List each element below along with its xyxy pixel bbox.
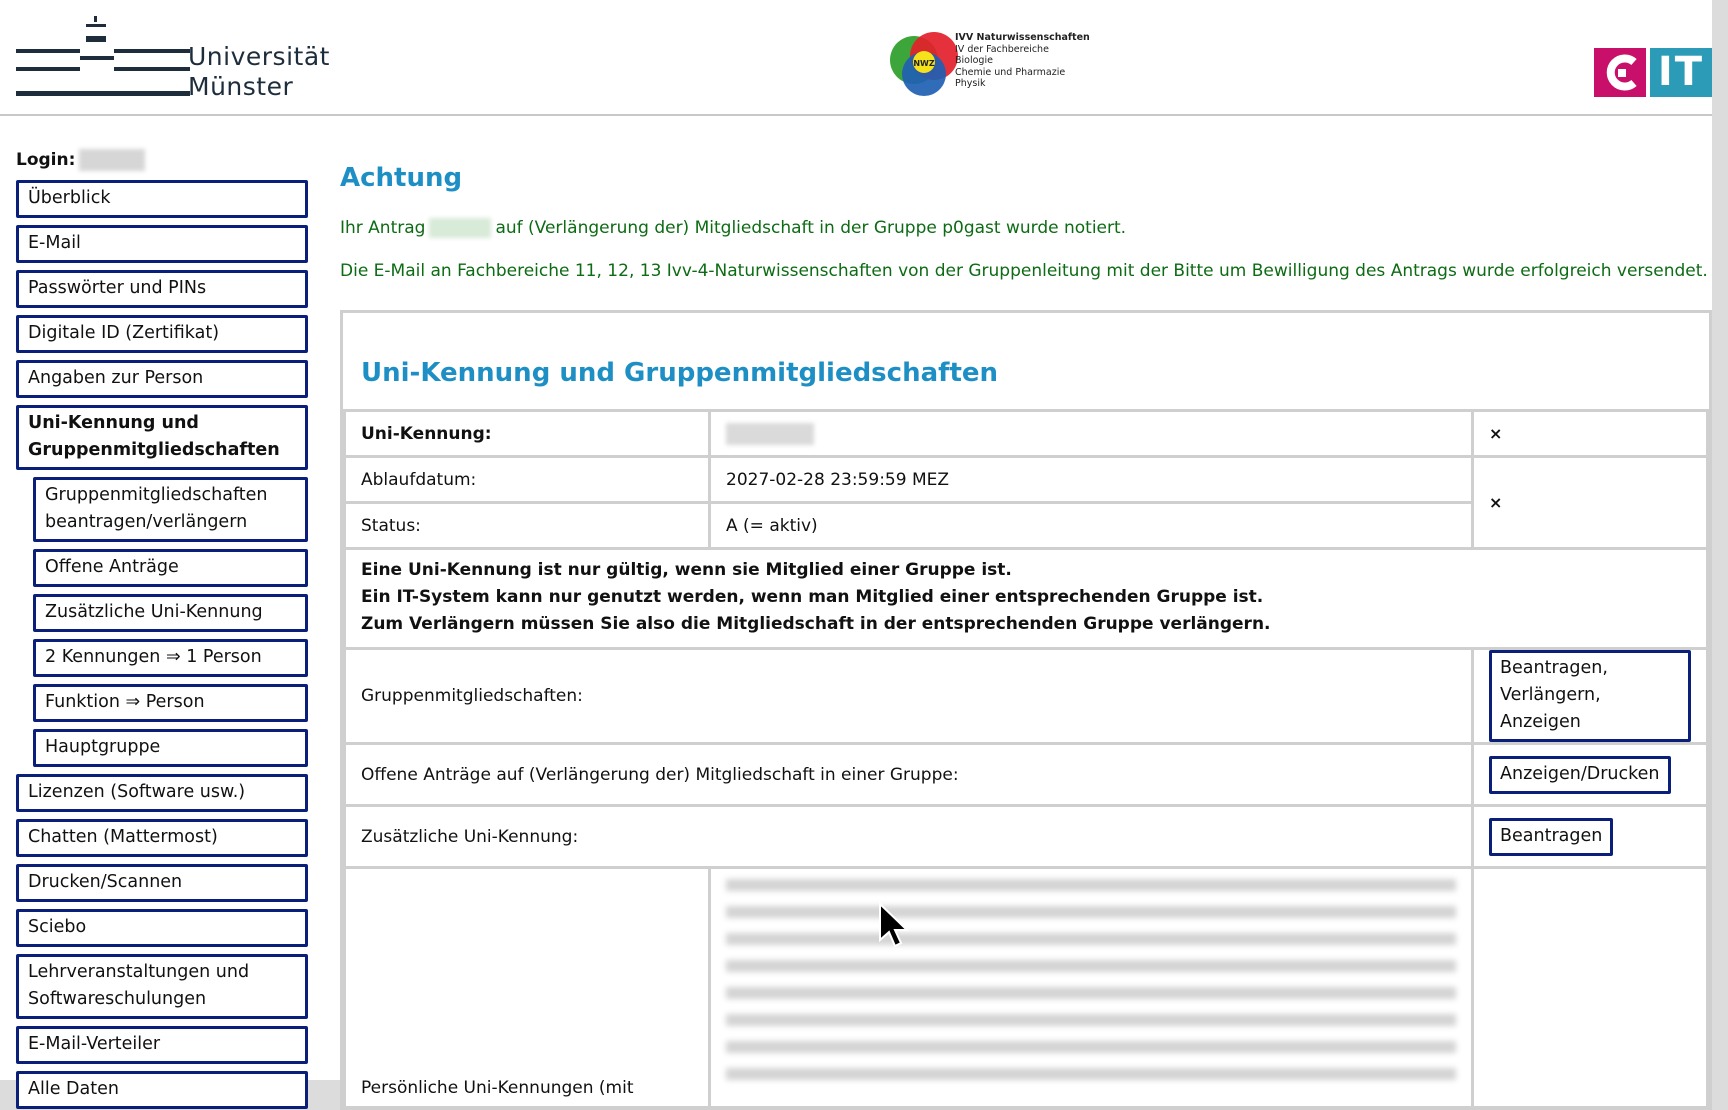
nwz-caption	[955, 32, 1090, 90]
nwz-line: IVV Naturwissenschaften	[955, 32, 1090, 43]
notice-cell	[345, 549, 1708, 649]
nwz-line: Physik	[955, 78, 986, 89]
anzeigen-drucken-button[interactable]: Anzeigen/Drucken	[1489, 756, 1671, 794]
nwz-line: Biologie	[955, 55, 993, 66]
table-row	[345, 549, 1708, 649]
table-row	[345, 649, 1708, 744]
confirmation-message	[340, 216, 1712, 241]
notice-line: Eine Uni-Kennung ist nur gültig, wenn sie Mitglied einer Gruppe ist.	[361, 560, 1012, 580]
sidebar-subitem-zusaetzliche-kennung[interactable]: Zusätzliche Uni-Kennung	[33, 594, 308, 632]
msg1-suffix: auf (Verlängerung der) Mitgliedschaft in der Gruppe p0gast wurde notiert.	[495, 218, 1127, 238]
sidebar-nav	[16, 146, 308, 1109]
close-icon[interactable]: ×	[1489, 423, 1503, 443]
uni-kennung-redacted	[726, 423, 814, 445]
persoenliche-kennungen-value	[710, 868, 1473, 1108]
table-row	[345, 868, 1708, 1108]
sidebar-item-angaben-person[interactable]: Angaben zur Person	[16, 360, 308, 398]
close-cell	[1473, 457, 1708, 549]
offene-antraege-label: Offene Anträge auf (Verlängerung der) Mitgliedschaft in einer Gruppe:	[345, 744, 1473, 806]
sidebar-subitem-offene-antraege[interactable]: Offene Anträge	[33, 549, 308, 587]
account-panel	[340, 310, 1712, 1110]
email-sent-message: Die E-Mail an Fachbereiche 11, 12, 13 Ivv-4-Naturwissenschaften von der Gruppenleitung mit der Bitte um Bewilligung des Antrags wurde erfolgreich versendet.	[340, 261, 1708, 281]
sidebar-subitem-funktion-person[interactable]: Funktion ⇒ Person	[33, 684, 308, 722]
status-label: Status:	[345, 503, 710, 549]
action-cell	[1473, 744, 1708, 806]
sidebar-item-drucken[interactable]: Drucken/Scannen	[16, 864, 308, 902]
sidebar-item-passwoerter[interactable]: Passwörter und PINs	[16, 270, 308, 308]
main-content	[340, 156, 1712, 1098]
ablaufdatum-value: 2027-02-28 23:59:59 MEZ	[710, 457, 1473, 503]
sidebar-item-ueberblick[interactable]: Überblick	[16, 180, 308, 218]
gruppen-label: Gruppenmitgliedschaften:	[345, 649, 1473, 744]
university-name-line1: Universität	[188, 42, 330, 71]
login-username-redacted	[79, 149, 145, 171]
sidebar-item-uni-kennung[interactable]: Uni-Kennung und Gruppenmitgliedschaften	[16, 405, 308, 470]
login-line	[16, 146, 308, 176]
close-cell	[1473, 411, 1708, 457]
login-label: Login:	[16, 150, 76, 170]
table-row	[345, 744, 1708, 806]
msg1-prefix: Ihr Antrag	[340, 218, 426, 238]
notice-line: Ein IT-System kann nur genutzt werden, wenn man Mitglied einer entsprechenden Gruppe ist.	[361, 587, 1264, 607]
persoenliche-kennungen-label: Persönliche Uni-Kennungen (mit	[345, 868, 710, 1108]
close-icon[interactable]: ×	[1489, 492, 1503, 512]
sidebar-item-lehrveranstaltungen[interactable]: Lehrveranstaltungen und Softwareschulungen	[16, 954, 308, 1019]
account-info-table	[343, 409, 1709, 1109]
site-header	[0, 0, 1712, 116]
sidebar-subitem-gruppen-beantragen[interactable]: Gruppenmitgliedschaften beantragen/verlängern	[33, 477, 308, 542]
page-heading: Achtung	[340, 163, 463, 193]
table-row	[345, 457, 1708, 503]
panel-title: Uni-Kennung und Gruppenmitgliedschaften	[361, 358, 999, 388]
action-cell	[1473, 649, 1708, 744]
sidebar-item-digitale-id[interactable]: Digitale ID (Zertifikat)	[16, 315, 308, 353]
cit-logo[interactable]	[1594, 48, 1712, 97]
gruppen-beantragen-button[interactable]: Beantragen, Verlängern, Anzeigen	[1489, 650, 1691, 742]
table-row	[345, 411, 1708, 457]
sidebar-subitem-2-kennungen[interactable]: 2 Kennungen ⇒ 1 Person	[33, 639, 308, 677]
mouse-cursor-icon	[878, 902, 910, 950]
zusatz-kennung-label: Zusätzliche Uni-Kennung:	[345, 806, 1473, 868]
sidebar-item-alle-daten[interactable]: Alle Daten	[16, 1071, 308, 1109]
kennungen-list-redacted	[726, 879, 1456, 1091]
sidebar-item-lizenzen[interactable]: Lizenzen (Software usw.)	[16, 774, 308, 812]
sidebar-item-chatten[interactable]: Chatten (Mattermost)	[16, 819, 308, 857]
nwz-line: IV der Fachbereiche	[955, 43, 1049, 55]
action-cell	[1473, 806, 1708, 868]
university-name-line2: Münster	[188, 72, 294, 101]
ablaufdatum-label: Ablaufdatum:	[345, 457, 710, 503]
cit-c-icon	[1594, 48, 1646, 97]
status-value: A (= aktiv)	[710, 503, 1473, 549]
sidebar-item-email-verteiler[interactable]: E-Mail-Verteiler	[16, 1026, 308, 1064]
svg-text:NWZ: NWZ	[913, 59, 935, 68]
uni-kennung-value	[710, 411, 1473, 457]
request-id-redacted	[429, 218, 491, 238]
cit-it-label: IT	[1650, 48, 1712, 97]
nwz-line: Chemie und Pharmazie	[955, 66, 1066, 78]
sidebar-subitem-hauptgruppe[interactable]: Hauptgruppe	[33, 729, 308, 767]
sidebar-item-sciebo[interactable]: Sciebo	[16, 909, 308, 947]
table-row	[345, 806, 1708, 868]
uni-kennung-label: Uni-Kennung:	[345, 411, 710, 457]
notice-line: Zum Verlängern müssen Sie also die Mitgliedschaft in der entsprechenden Gruppe verlängern.	[361, 614, 1271, 634]
empty-cell	[1473, 868, 1708, 1108]
sidebar-item-email[interactable]: E-Mail	[16, 225, 308, 263]
zusatz-beantragen-button[interactable]: Beantragen	[1489, 818, 1613, 856]
university-name	[188, 42, 330, 102]
